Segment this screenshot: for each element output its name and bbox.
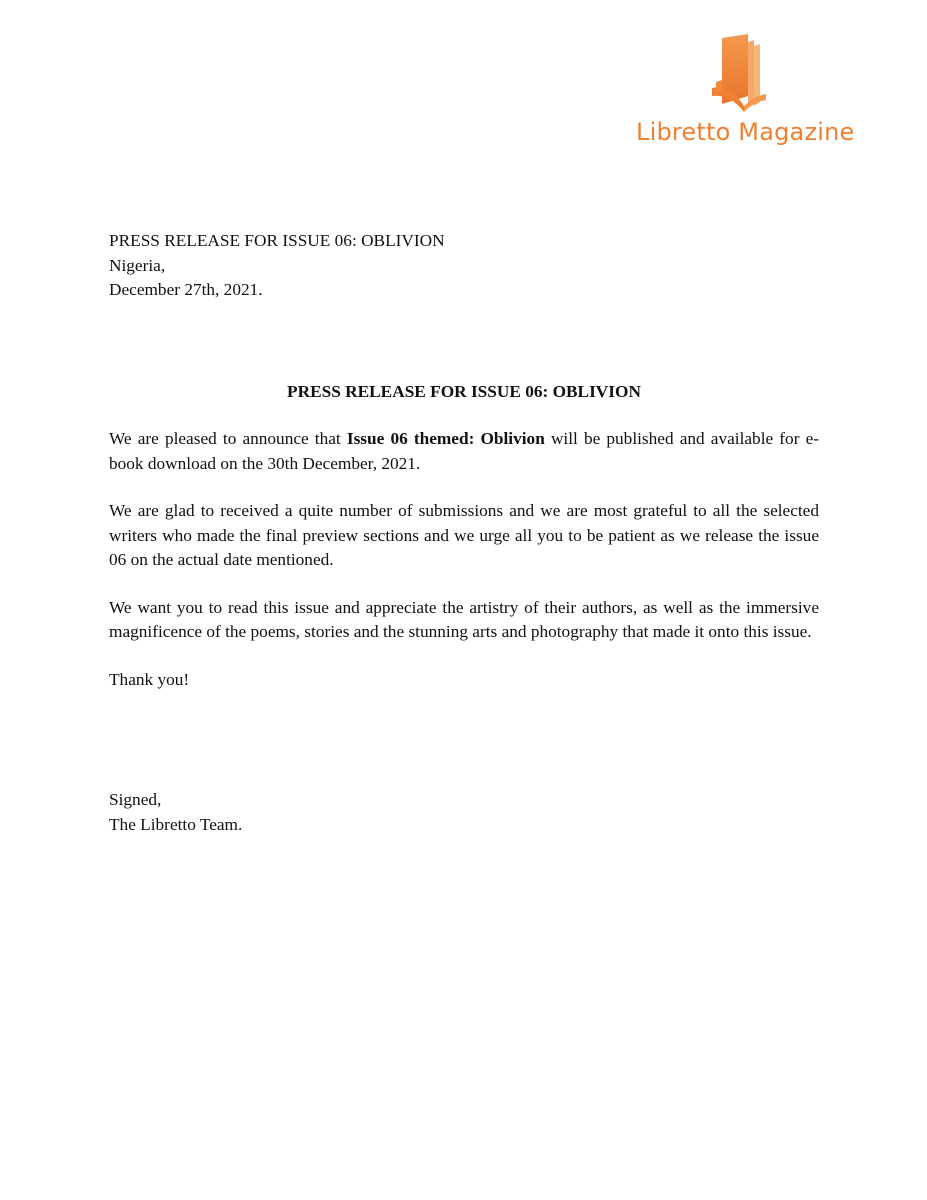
paragraph-submissions: We are glad to received a quite number of submissions and we are most grateful to all the selected writers who made the final preview sections and we urge all you to be patient as we release the issue 06 on the actual date mentioned. — [109, 501, 819, 569]
header-location: Nigeria, — [109, 255, 166, 275]
press-release-document — [109, 229, 819, 837]
open-book-icon — [704, 34, 776, 118]
signature-block — [109, 788, 819, 837]
paragraph-invitation: We want you to read this issue and appreciate the artistry of their authors, as well as the immersive magnificence of the poems, stories and the stunning arts and photography that made it onto this issue. — [109, 597, 819, 641]
brand-logo — [630, 34, 870, 164]
release-title: PRESS RELEASE FOR ISSUE 06: OBLIVION — [287, 381, 641, 401]
header-subject: PRESS RELEASE FOR ISSUE 06: OBLIVION — [109, 231, 445, 250]
signature-team: The Libretto Team. — [109, 814, 243, 834]
issue-theme: Issue 06 themed: Oblivion — [346, 429, 545, 448]
paragraph-announcement-intro: We are pleased to announce that — [109, 429, 347, 448]
paragraph-announcement-rest: will be published and available for e-book download on the 30th December, 2021. — [109, 429, 820, 473]
letter-header — [109, 229, 819, 303]
closing-remark: Thank you! — [109, 669, 190, 689]
paragraph-announcement — [109, 427, 819, 476]
signature-signed: Signed, — [109, 790, 162, 809]
brand-name: Libretto Magazine — [636, 118, 855, 146]
header-date: December 27th, 2021. — [109, 280, 263, 299]
